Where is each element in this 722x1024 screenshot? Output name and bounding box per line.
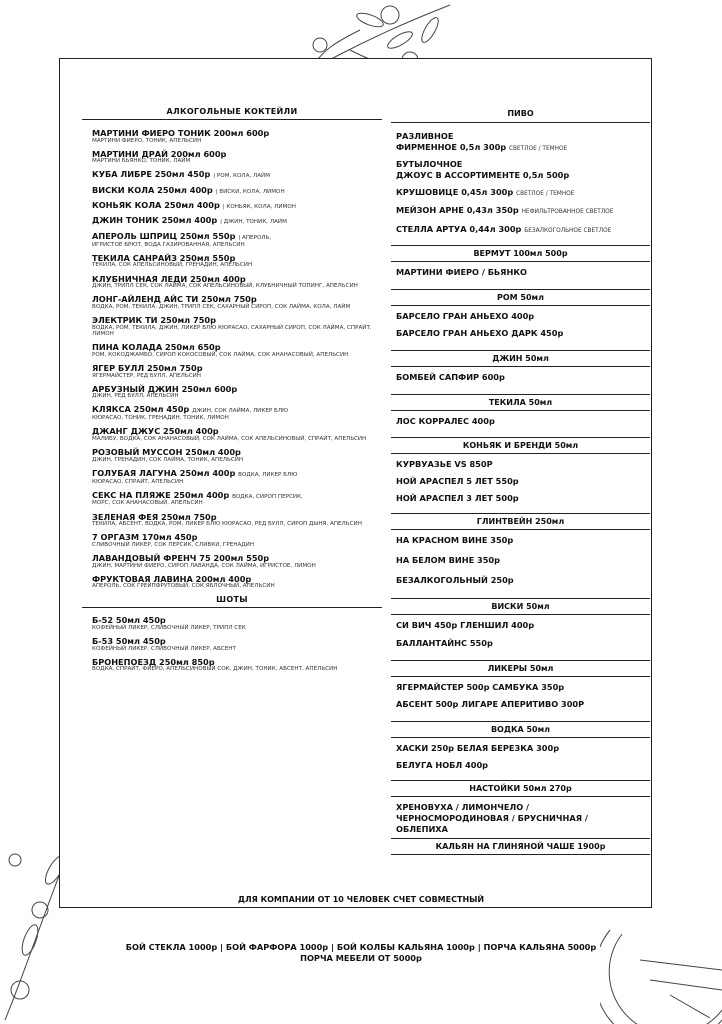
- item-title: КОНЬЯК КОЛА 250мл 400р: [92, 200, 220, 211]
- item-title: ДЖАНГ ДЖУС 250мл 400р: [92, 426, 219, 437]
- whisky-item: БАЛЛАНТАЙНС 550р: [396, 637, 493, 648]
- item-name: [92, 385, 384, 394]
- beer-stella: СТЕЛЛА АРТУА 0,44л 300р БЕЗАЛКОГОЛЬНОЕ СВЕТЛОЕ: [396, 223, 612, 234]
- menu-item: [92, 129, 384, 144]
- liqueurs-item: АБСЕНТ 500р ЛИГАРЕ АПЕРИТИВО 300Р: [396, 699, 585, 710]
- menu-item: [92, 616, 384, 631]
- item-name: [92, 343, 384, 352]
- fees-note: [0, 942, 722, 963]
- item-inline-desc: | АПЕРОЛЬ,: [238, 234, 272, 241]
- item-inline-desc: ДЖИН, СОК ЛАЙМА, ЛИКЕР БЛЮ: [192, 408, 289, 415]
- mulled-item: НА БЕЛОМ ВИНЕ 350р: [396, 555, 500, 565]
- item-inline-desc: ВОДКА, ЛИКЕР БЛЮ: [238, 471, 298, 478]
- menu-item: [92, 316, 384, 338]
- cognac-item: КУРВУАЗЬЕ VS 850Р: [396, 459, 493, 470]
- item-inline-desc: | РОМ, КОЛА, ЛАЙМ: [213, 173, 271, 180]
- item-title: ЗЕЛЕНАЯ ФЕЯ 250мл 750р: [92, 511, 217, 522]
- rum-item: БАРСЕЛО ГРАН АНЬЕХО 400р: [396, 310, 535, 321]
- item-title: ВИСКИ КОЛА 250мл 400р: [92, 184, 213, 195]
- item-inline-desc: | КОНЬЯК, КОЛА, ЛИМОН: [222, 204, 296, 211]
- fees-line-2: ПОРЧА МЕБЕЛИ ОТ 5000р: [300, 952, 422, 963]
- section-tequila: [391, 394, 650, 438]
- menu-item: [92, 491, 384, 507]
- cognac-item: НОЙ АРАСПЕЛ 5 ЛЕТ 550р: [396, 476, 519, 487]
- beer-draft: РАЗЛИВНОЕ ФИРМЕННОЕ 0,5л 300р СВЕТЛОЕ / ТЕМНОЕ: [396, 131, 568, 152]
- beer-maison: МЕЙЗОН АРНЕ 0,43л 350р НЕФИЛЬТРОВАННОЕ СВЕТЛОЕ: [396, 205, 614, 216]
- item-name: [92, 637, 384, 646]
- item-title: БРОНЕПОЕЗД 250мл 850р: [92, 656, 215, 667]
- tequila-heading: ТЕКИЛА 50мл: [391, 395, 650, 411]
- item-title: КЛЯКСА 250мл 450р: [92, 404, 190, 415]
- item-desc: МАЛИБУ, ВОДКА, СОК АНАНАСОВЫЙ, СОК ЛАЙМА, СОК АПЕЛЬСИНОВЫЙ, СПРАЙТ, АПЕЛЬСИН: [92, 435, 367, 442]
- item-name: [92, 491, 384, 501]
- menu-item: [92, 637, 384, 652]
- item-name: [92, 232, 384, 242]
- tinctures-items: [391, 797, 650, 838]
- menu-item: [92, 658, 384, 673]
- company-note: ДЛЯ КОМПАНИИ ОТ 10 ЧЕЛОВЕК СЧЕТ СОВМЕСТНЫЙ: [237, 895, 485, 904]
- item-desc: ТЕКИЛА, АБСЕНТ, ВОДКА, РОМ, ЛИКЕР БЛЮ КЮРАСАО, РЕД БУЛЛ, СИРОП ДЫНЯ, АПЕЛЬСИН: [92, 521, 362, 528]
- item-title: Б-52 50мл 450р: [92, 615, 166, 626]
- shots-list: [60, 616, 392, 673]
- item-desc: ДЖИН, РЕД БУЛЛ, АПЕЛЬСИН: [92, 393, 179, 400]
- shots-heading: ШОТЫ: [82, 595, 382, 608]
- tinctures-item: ЧЕРНОСМОРОДИНОВАЯ / БРУСНИЧНАЯ /: [396, 812, 588, 823]
- vodka-item: БЕЛУГА НОБЛ 400р: [396, 759, 489, 770]
- beer-list: [391, 123, 650, 235]
- fees-line-1: БОЙ СТЕКЛА 1000р | БОЙ ФАРФОРА 1000р | БОЙ КОЛБЫ КАЛЬЯНА 1000р | ПОРЧА КАЛЬЯНА 5000р: [125, 942, 597, 952]
- right-column: [391, 107, 650, 855]
- item-name: [92, 616, 384, 625]
- gin-item: БОМБЕЙ САПФИР 600р: [396, 372, 505, 383]
- item-title: АРБУЗНЫЙ ДЖИН 250мл 600р: [92, 383, 238, 394]
- menu-item: [92, 533, 384, 548]
- item-title: МАРТИНИ ДРАЙ 200мл 600р: [92, 148, 227, 159]
- mulled-item: БЕЗАЛКОГОЛЬНЫЙ 250р: [396, 574, 514, 585]
- item-desc: КЮРАСАО, ТОНИК, ГРЕНАДИН, ТОНИК, ЛИМОН: [92, 415, 229, 422]
- vodka-item: ХАСКИ 250р БЕЛАЯ БЕРЕЗКА 300р: [396, 742, 560, 753]
- item-name: [92, 275, 384, 284]
- section-cognac: [391, 437, 650, 513]
- tinctures-item: ОБЛЕПИХА: [396, 823, 448, 834]
- whisky-item: СИ ВИЧ 450р ГЛЕНШИЛ 400р: [396, 620, 535, 631]
- item-desc: КОФЕЙНЫЙ ЛИКЕР, СЛИВОЧНЫЙ ЛИКЕР, АБСЕНТ: [92, 645, 236, 652]
- mulled-items: [391, 530, 650, 598]
- item-desc: ВОДКА, РОМ, ТЕКИЛА, ДЖИН, ТРИПЛ СЕК, САХАРНЫЙ СИРОП, СОК ЛАЙМА, КОЛА, ЛАЙМ: [92, 303, 351, 310]
- menu-item: [92, 554, 384, 569]
- item-title: КЛУБНИЧНАЯ ЛЕДИ 250мл 400р: [92, 273, 246, 284]
- vodka-heading: ВОДКА 50мл: [391, 722, 650, 738]
- menu-item: [92, 232, 384, 248]
- item-title: ПИНА КОЛАДА 250мл 650р: [92, 342, 221, 353]
- tequila-items: [391, 411, 650, 438]
- rum-heading: РОМ 50мл: [391, 290, 650, 306]
- item-name: [92, 201, 384, 211]
- item-title: РОЗОВЫЙ МУССОН 250мл 400р: [92, 446, 241, 457]
- rum-items: [391, 306, 650, 350]
- item-name: [92, 170, 384, 180]
- gin-heading: ДЖИН 50мл: [391, 351, 650, 367]
- menu-item: [92, 427, 384, 442]
- item-title: МАРТИНИ ФИЕРО ТОНИК 200мл 600р: [92, 128, 270, 138]
- section-whisky: [391, 598, 650, 659]
- item-desc: РОМ, КОКОДЖАМБО, СИРОП КОКОСОВЫЙ, СОК ЛАЙМА, СОК АНАНАСОВЫЙ, АПЕЛЬСИН: [92, 351, 349, 358]
- item-title: ТЕКИЛА САНРАЙЗ 250мл 550р: [92, 252, 236, 263]
- item-desc: ТЕКИЛА, СОК АПЕЛЬСИНОВЫЙ, ГРЕНАДИН, АПЕЛЬСИН: [92, 262, 253, 269]
- menu-item: [92, 254, 384, 269]
- item-desc: АПЕРОЛЬ, СОК ГРЕЙПФРУТОВЫЙ, СОК ЯБЛОЧНЫЙ, АПЕЛЬСИН: [92, 583, 275, 590]
- item-name: [92, 364, 384, 373]
- whisky-heading: ВИСКИ 50мл: [391, 599, 650, 615]
- item-name: [92, 575, 384, 584]
- menu-item: [92, 343, 384, 358]
- item-title: 7 ОРГАЗМ 170мл 450р: [92, 532, 198, 543]
- menu-item: [92, 513, 384, 528]
- section-rum: [391, 289, 650, 350]
- item-desc: ДЖИН, МАРТИНИ ФИЕРО, СИРОП ЛАВАНДА, СОК ЛАЙМА, ИГРИСТОЕ, ЛИМОН: [92, 562, 316, 569]
- tequila-item: ЛОС КОРРАЛЕС 400р: [396, 415, 495, 426]
- section-vodka: [391, 721, 650, 780]
- item-title: ГОЛУБАЯ ЛАГУНА 250мл 400р: [92, 467, 236, 478]
- item-name: [92, 427, 384, 436]
- item-title: КУБА ЛИБРЕ 250мл 450р: [92, 169, 211, 180]
- liqueurs-heading: ЛИКЕРЫ 50мл: [391, 661, 650, 677]
- item-desc: КОФЕЙНЫЙ ЛИКЕР, СЛИВОЧНЫЙ ЛИКЕР, ТРИПЛ СЕК: [92, 625, 246, 631]
- item-desc: МАРТИНИ ФИЕРО, ТОНИК, АПЕЛЬСИН: [92, 137, 202, 144]
- beer-krusovice: КРУШОВИЦЕ 0,45л 300р СВЕТЛОЕ / ТЕМНОЕ: [396, 186, 575, 197]
- item-name: [92, 405, 384, 415]
- item-name: [92, 469, 384, 479]
- mulled-heading: ГЛИНТВЕЙН 250мл: [391, 514, 650, 530]
- cognac-heading: КОНЬЯК И БРЕНДИ 50мл: [391, 438, 650, 454]
- menu-item: [92, 385, 384, 400]
- menu-item: [92, 295, 384, 310]
- whisky-items: [391, 615, 650, 659]
- menu-item: [92, 216, 384, 226]
- item-name: [92, 316, 384, 325]
- item-title: Б-53 50мл 450р: [92, 636, 166, 647]
- beer-heading: ПИВО: [391, 107, 650, 123]
- menu-item: [92, 448, 384, 463]
- item-title: АПЕРОЛЬ ШПРИЦ 250мл 550р: [92, 230, 236, 241]
- item-title: СЕКС НА ПЛЯЖЕ 250мл 400р: [92, 489, 230, 500]
- section-gin: [391, 350, 650, 394]
- section-hookah: [391, 838, 650, 855]
- menu-item: [92, 201, 384, 211]
- liqueurs-items: [391, 677, 650, 721]
- rum-item: БАРСЕЛО ГРАН АНЬЕХО ДАРК 450р: [396, 328, 564, 339]
- section-vermouth: [391, 245, 650, 289]
- item-inline-desc: | ВИСКИ, КОЛА, ЛИМОН: [215, 188, 285, 195]
- item-name: [92, 186, 384, 196]
- vermouth-item: МАРТИНИ ФИЕРО / БЬЯНКО: [396, 267, 527, 278]
- item-name: [92, 513, 384, 522]
- tinctures-heading: НАСТОЙКИ 50мл 270р: [391, 781, 650, 797]
- menu-item: [92, 575, 384, 590]
- item-name: [92, 554, 384, 563]
- section-mulled: [391, 513, 650, 598]
- beer-bottle: БУТЫЛОЧНОЕ ДЖОУС В АССОРТИМЕНТЕ 0,5л 500р: [396, 159, 570, 180]
- vermouth-items: [391, 262, 650, 289]
- section-tinctures: [391, 780, 650, 838]
- mulled-item: НА КРАСНОМ ВИНЕ 350р: [396, 535, 514, 546]
- menu-item: [92, 275, 384, 290]
- item-title: ЛОНГ-АЙЛЕНД АЙС ТИ 250мл 750р: [92, 294, 257, 305]
- item-desc: СЛИВОЧНЫЙ ЛИКЕР, СОК ПЕРСИК, СЛИВКИ, ГРЕНАДИН: [92, 541, 255, 548]
- menu-item: [92, 469, 384, 485]
- item-title: ЯГЕР БУЛЛ 250мл 750р: [92, 362, 203, 373]
- gin-items: [391, 367, 650, 394]
- menu-item: [92, 364, 384, 379]
- hookah-heading: КАЛЬЯН НА ГЛИНЯНОЙ ЧАШЕ 1900р: [391, 839, 650, 855]
- menu-item: [92, 150, 384, 165]
- item-inline-desc: | ДЖИН, ТОНИК, ЛАЙМ: [220, 219, 287, 226]
- item-title: ФРУКТОВАЯ ЛАВИНА 200мл 400р: [92, 573, 252, 584]
- menu-item: [92, 405, 384, 421]
- section-liqueurs: [391, 660, 650, 721]
- item-desc: МОРС, СОК АНАНАСОВЫЙ, АПЕЛЬСИН: [92, 500, 203, 507]
- item-desc: ДЖИН, ГРЕНАДИН, СОК ЛАЙМА, ТОНИК, АПЕЛЬСИН: [92, 456, 244, 463]
- item-desc: ВОДКА, РОМ, ТЕКИЛА, ДЖИН, ЛИКЕР БЛЮ КЮРАСАО, САХАРНЫЙ СИРОП, СОК ЛАЙМА, СПРАЙТ, ЛИМОН: [92, 324, 372, 338]
- menu-item: [92, 170, 384, 180]
- cocktail-list: [60, 129, 392, 590]
- item-title: ДЖИН ТОНИК 250мл 400р: [92, 215, 218, 226]
- item-name: [92, 216, 384, 226]
- liqueurs-item: ЯГЕРМАЙСТЕР 500р САМБУКА 350р: [396, 681, 565, 692]
- vodka-items: [391, 738, 650, 780]
- item-desc: ВОДКА, СПРАЙТ, ФИЕРО, АПЕЛЬСИНОВЫЙ СОК, ДЖИН, ТОНИК, АБСЕНТ, АПЕЛЬСИН: [92, 666, 338, 673]
- item-desc: МАРТИНИ БЬЯНКО, ТОНИК, ЛАЙМ: [92, 158, 191, 165]
- cognac-items: [391, 454, 650, 513]
- item-desc: КЮРАСАО, СПРАЙТ, АПЕЛЬСИН: [92, 478, 184, 485]
- item-name: [92, 129, 384, 138]
- item-title: ЛАВАНДОВЫЙ ФРЕНЧ 75 200мл 550р: [92, 552, 270, 563]
- menu-item: [92, 186, 384, 196]
- item-name: [92, 295, 384, 304]
- left-column: [60, 107, 392, 679]
- item-desc: ИГРИСТОЕ БРЮТ, ВОДА ГАЗИРОВАННАЯ, АПЕЛЬСИН: [92, 241, 245, 248]
- menu-frame: [59, 58, 652, 908]
- vermouth-heading: ВЕРМУТ 100мл 500р: [391, 246, 650, 262]
- item-desc: ДЖИН, ТРИПЛ СЕК, СОК ЛАЙМА, СОК АПЕЛЬСИНОВЫЙ, КЛУБНИЧНЫЙ ТОПИНГ, АПЕЛЬСИН: [92, 283, 358, 290]
- tinctures-item: ХРЕНОВУХА / ЛИМОНЧЕЛО /: [396, 802, 530, 813]
- item-inline-desc: ВОДКА, СИРОП ПЕРСИК,: [232, 493, 303, 500]
- item-name: [92, 533, 384, 542]
- cognac-item: НОЙ АРАСПЕЛ 3 ЛЕТ 500р: [396, 492, 519, 503]
- item-desc: ЯГЕРМАЙСТЕР, РЕД БУЛЛ, АПЕЛЬСИН: [92, 372, 202, 379]
- cocktails-heading: АЛКОГОЛЬНЫЕ КОКТЕЙЛИ: [82, 107, 382, 120]
- item-name: [92, 448, 384, 457]
- right-sections: [391, 245, 650, 855]
- item-title: ЭЛЕКТРИК ТИ 250мл 750р: [92, 314, 216, 325]
